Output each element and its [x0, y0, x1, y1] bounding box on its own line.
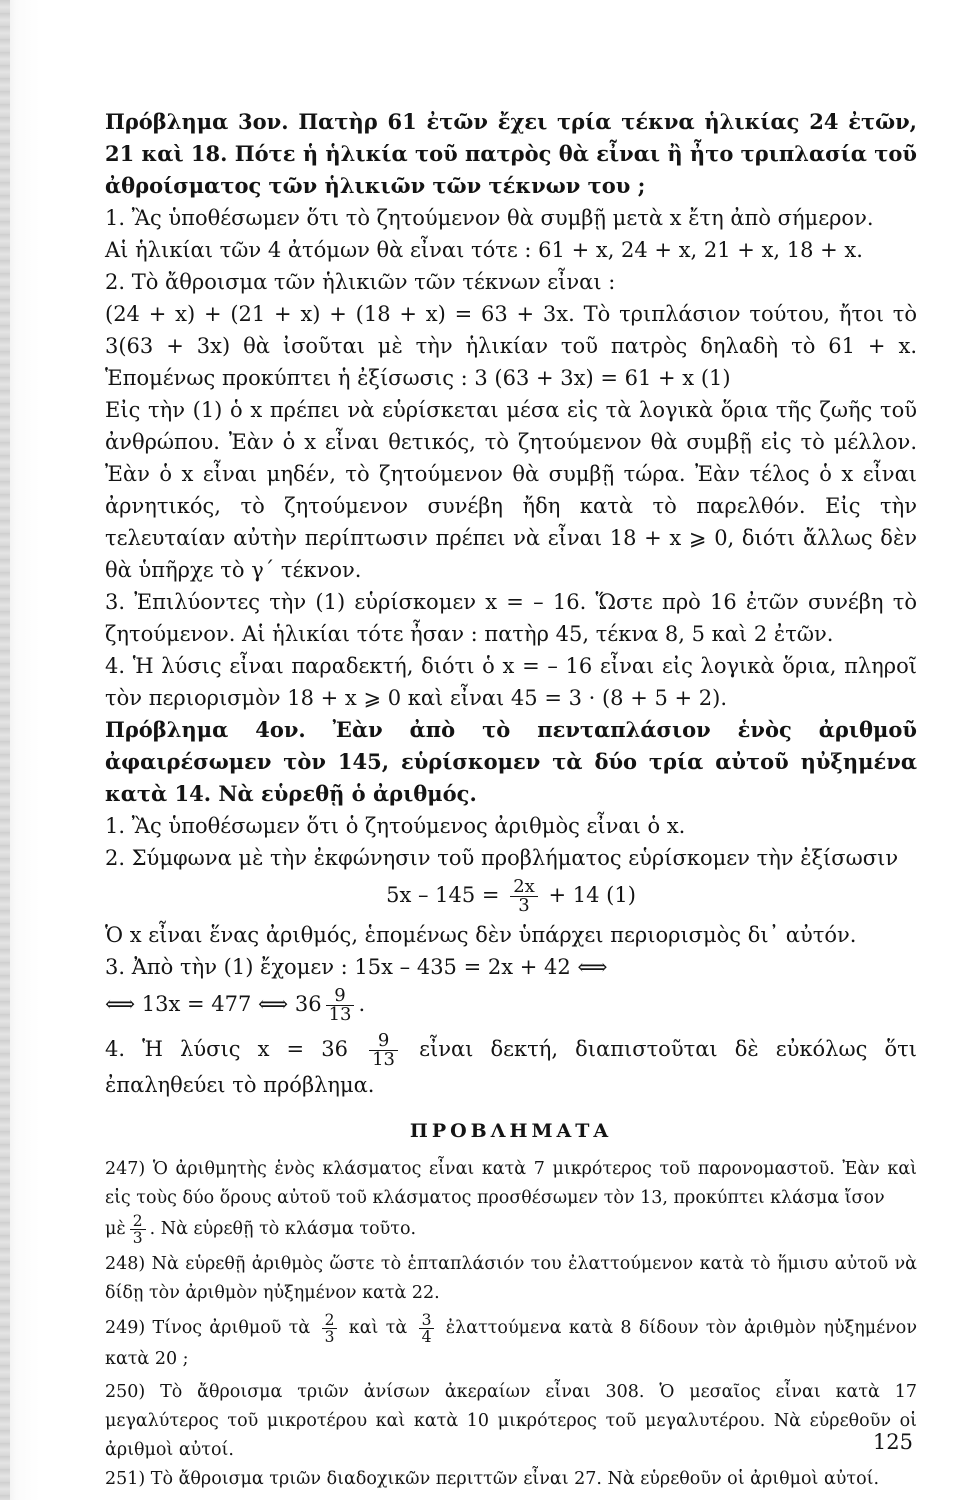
fraction-3-4: $\frac{3}{4}$ [419, 1312, 435, 1345]
equation-1: 5x – 145 = $\frac{2x}{3}$ + 14 (1) [386, 876, 636, 916]
exercise-list [105, 1155, 917, 1494]
problem-4-title: Πρόβλημα 4ον. Ἐὰν ἀπὸ τὸ πενταπλάσιον ἑνὸς ἀριθμοῦ ἀφαιρέσωμεν τὸν 145, εὑρίσκομεν τὰ δύο τρία αὐτοῦ ηὐξημένα κατὰ 14. Νὰ εὑρεθῇ ὁ ἀριθμός. [105, 717, 917, 806]
problem-4-step-2b: Ὁ x εἶναι ἕνας ἀριθμός, ἑπομένως δὲν ὑπάρχει περιορισμὸς δι᾽ αὐτόν. [105, 923, 857, 947]
problem-3-step-2a: 2. Τὸ ἄθροισμα τῶν ἡλικιῶν τῶν τέκνων εἶναι : [105, 270, 616, 294]
section-heading: ΠΡΟΒΛΗΜΑΤΑ [409, 1120, 613, 1142]
problem-4-step-2: 2. Σύμφωνα μὲ τὴν ἐκφώνησιν τοῦ προβλήματος εὑρίσκομεν τὴν ἐξίσωσιν [105, 846, 899, 870]
problem-3-step-3: 3. Ἐπιλύοντες τὴν (1) εὑρίσκομεν x = – 16. Ὥστε πρὸ 16 ἐτῶν συνέβη τὸ ζητούμενον. Αἱ ἡλικίαι τότε ἦσαν : πατὴρ 45, τέκνα 8, 5 καὶ 2 ἐτῶν. [105, 590, 917, 646]
fraction-9-13: $\frac{9}{13}$ [326, 987, 355, 1024]
exercise-247: 247) Ὁ ἀριθμητὴς ἑνὸς κλάσματος εἶναι κατὰ 7 μικρότερος τοῦ παρονομαστοῦ. Ἐὰν καὶ εἰς τοὺς δύο ὅρους αὐτοῦ τοῦ κλάσματος προσθέσωμεν τὸν 13, προκύπτει κλάσμα ἴσον [105, 1159, 917, 1208]
page-left-edge [0, 0, 10, 1500]
problem-3-step-1b: Αἱ ἡλικίαι τῶν 4 ἀτόμων θὰ εἶναι τότε : 61 + x, 24 + x, 21 + x, 18 + x. [105, 238, 863, 262]
fraction-9-13-solution: $\frac{9}{13}$ [369, 1032, 398, 1069]
exercise-249: 249) Τίνος ἀριθμοῦ τὰ $\frac{2}{3}$ καὶ τὰ $\frac{3}{4}$ ἐλαττούμενα κατὰ 8 δίδουν τὸν ἀριθμὸν ηὐξημένον κατὰ 20 ; [105, 1311, 917, 1369]
exercise-247-continued: μὲ $\frac{2}{3}$ . Νὰ εὑρεθῇ τὸ κλάσμα τοῦτο. [105, 1212, 417, 1247]
equation-2: ⟺ 13x = 477 ⟺ 36 $\frac{9}{13}$ . [105, 985, 366, 1025]
page-number: 125 [872, 1430, 913, 1454]
problem-3-step-2c: Εἰς τὴν (1) ὁ x πρέπει νὰ εὑρίσκεται μέσα εἰς τὰ λογικὰ ὅρια τῆς ζωῆς τοῦ ἀνθρώπου. Ἐὰν ὁ x εἶναι θετικός, τὸ ζητούμενον θὰ συμβῇ εἰς τὸ μέλλον. Ἐὰν ὁ x εἶναι μηδέν, τὸ ζητούμενον θὰ συμβῇ τώρα. Ἐὰν τέλος ὁ x εἶναι ἀρνητικός, τὸ ζητούμενον συνέβη ἤδη κατὰ τὸ παρελθόν. Εἰς τὴν τελευταίαν αὐτὴν περίπτωσιν πρέπει νὰ εἶναι 18 + x ⩾ 0, διότι ἄλλως δὲν θὰ ὑπῆρχε τὸ γ΄ τέκνον. [105, 398, 917, 582]
problem-3-title: Πρόβλημα 3ον. Πατὴρ 61 ἐτῶν ἔχει τρία τέκνα ἡλικίας 24 ἐτῶν, 21 καὶ 18. Πότε ἡ ἡλικία τοῦ πατρὸς θὰ εἶναι ἢ ἦτο τριπλασία τοῦ ἀθροίσματος τῶν ἡλικιῶν τῶν τέκνων του ; [105, 109, 917, 198]
problem-3-step-2b: (24 + x) + (21 + x) + (18 + x) = 63 + 3x. Τὸ τριπλάσιον τούτου, ἤτοι τὸ 3(63 + 3x) θὰ ἰσοῦται μὲ τὴν ἡλικίαν τοῦ πατρὸς δηλαδὴ τὸ 61 + x. Ἑπομένως προκύπτει ἡ ἐξίσωσις : 3 (63 + 3x) = 61 + x (1) [105, 302, 917, 390]
page-content [105, 106, 917, 1494]
fraction-2-3-b: $\frac{2}{3}$ [322, 1312, 338, 1345]
exercise-251: 251) Τὸ ἄθροισμα τριῶν διαδοχικῶν περιττῶν εἶναι 27. Νὰ εὑρεθοῦν οἱ ἀριθμοὶ αὐτοί. [105, 1469, 880, 1489]
problem-4-step-3: 3. Ἀπὸ τὴν (1) ἔχομεν : 15x – 435 = 2x + 42 ⟺ [105, 955, 608, 979]
fraction-2x-3: $\frac{2x}{3}$ [510, 878, 538, 915]
problem-4-step-1: 1. Ἂς ὑποθέσωμεν ὅτι ὁ ζητούμενος ἀριθμὸς εἶναι ὁ x. [105, 814, 686, 838]
exercise-250: 250) Τὸ ἄθροισμα τριῶν ἀνίσων ἀκεραίων εἶναι 308. Ὁ μεσαῖος εἶναι κατὰ 17 μεγαλύτερος τοῦ μικροτέρου καὶ κατὰ 10 μικρότερος τοῦ μεγαλυτέρου. Νὰ εὑρεθοῦν οἱ ἀριθμοὶ αὐτοί. [105, 1382, 917, 1460]
problem-4-step-4: 4. Ἡ λύσις x = 36 $\frac{9}{13}$ εἶναι δεκτή, διαπιστοῦται δὲ εὐκόλως ὅτι ἐπαληθεύει τὸ πρόβλημα. [105, 1030, 917, 1097]
problem-3-step-1a: 1. Ἂς ὑποθέσωμεν ὅτι τὸ ζητούμενον θὰ συμβῇ μετὰ x ἔτη ἀπὸ σήμερον. [105, 206, 874, 230]
fraction-2-3: $\frac{2}{3}$ [130, 1213, 146, 1246]
exercise-248: 248) Νὰ εὑρεθῇ ἀριθμὸς ὥστε τὸ ἑπταπλάσιόν του ἐλαττούμενον κατὰ τὸ ἥμισυ αὐτοῦ νὰ δίδῃ τὸν ἀριθμὸν ηὐξημένον κατὰ 22. [105, 1254, 917, 1303]
problem-3-step-4: 4. Ἡ λύσις εἶναι παραδεκτή, διότι ὁ x = – 16 εἶναι εἰς λογικὰ ὅρια, πληροῖ τὸν περιορισμὸν 18 + x ⩾ 0 καὶ εἶναι 45 = 3 · (8 + 5 + 2). [105, 654, 917, 710]
